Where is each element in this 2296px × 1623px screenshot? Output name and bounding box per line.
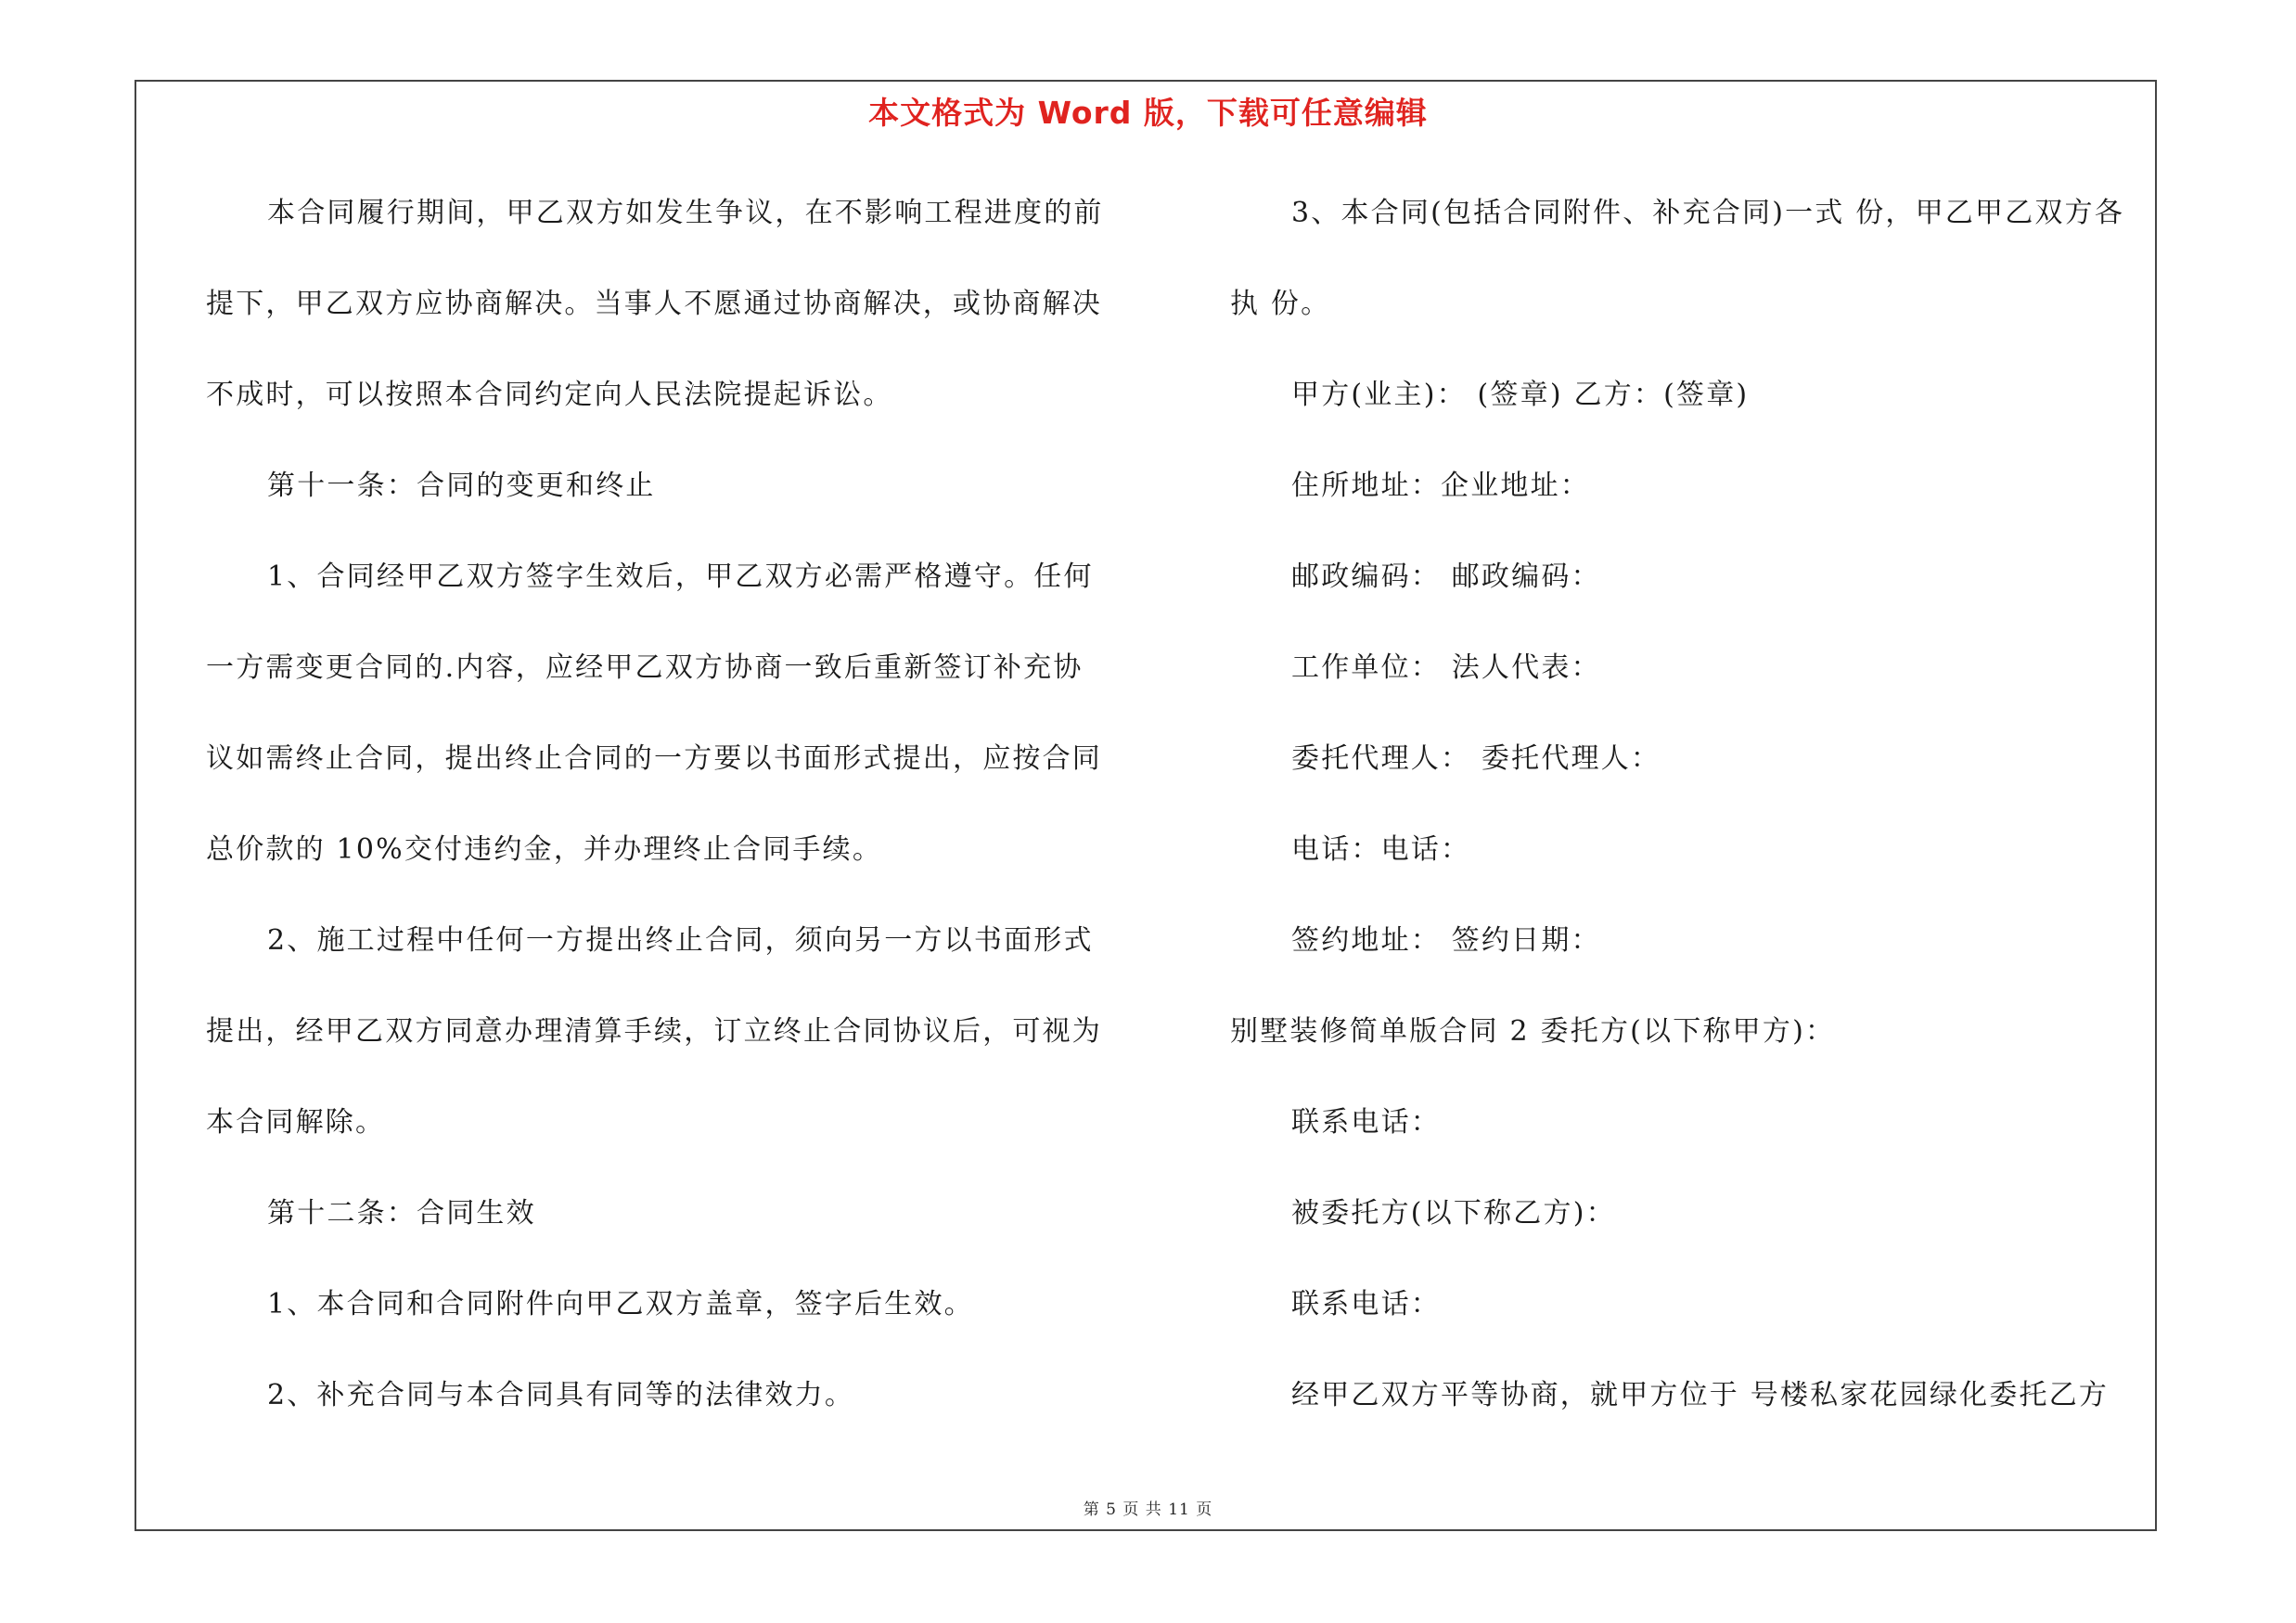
left-line-2: 提下，甲乙双方应协商解决。当事人不愿通过协商解决，或协商解决: [206, 288, 1102, 320]
signature-party-line: 甲方(业主)： (签章) 乙方：(签章): [1291, 379, 1750, 411]
address-line: 住所地址：企业地址：: [1291, 470, 1590, 502]
employer-line: 工作单位： 法人代表：: [1291, 651, 1601, 684]
left-heading-article-11: 第十一条：合同的变更和终止: [267, 470, 656, 502]
page-number-footer: 第 5 页 共 11 页: [1083, 1501, 1213, 1519]
contract-2-title-line: 别墅装修简单版合同 2 委托方(以下称甲方)：: [1230, 1015, 1836, 1048]
contact-phone-line-1: 联系电话：: [1291, 1106, 1441, 1139]
entrusted-party-line: 被委托方(以下称乙方)：: [1291, 1197, 1616, 1230]
phone-line: 电话：电话：: [1291, 833, 1471, 866]
left-heading-article-12: 第十二条：合同生效: [267, 1197, 536, 1230]
left-line-10: 提出，经甲乙双方同意办理清算手续，订立终止合同协议后，可视为: [206, 1015, 1102, 1048]
left-line-9: 2、施工过程中任何一方提出终止合同，须向另一方以书面形式: [267, 924, 1094, 957]
right-line-2: 执 份。: [1230, 288, 1331, 320]
right-line-1: 3、本合同(包括合同附件、补充合同)一式 份，甲乙甲乙双方各: [1291, 197, 2125, 229]
postcode-line: 邮政编码： 邮政编码：: [1291, 560, 1601, 593]
left-line-8: 总价款的 10%交付违约金，并办理终止合同手续。: [206, 833, 883, 866]
left-line-1: 本合同履行期间，甲乙双方如发生争议，在不影响工程进度的前: [267, 197, 1104, 229]
left-line-6: 一方需变更合同的.内容，应经甲乙双方协商一致后重新签订补充协: [206, 651, 1084, 684]
signing-place-date-line: 签约地址： 签约日期：: [1291, 924, 1601, 957]
left-line-7: 议如需终止合同，提出终止合同的一方要以书面形式提出，应按合同: [206, 742, 1102, 775]
right-line-14: 经甲乙双方平等协商，就甲方位于 号楼私家花园绿化委托乙方: [1291, 1379, 2110, 1411]
format-banner: 本文格式为 Word 版，下载可任意编辑: [868, 95, 1428, 131]
left-line-13: 1、本合同和合同附件向甲乙双方盖章，签字后生效。: [267, 1288, 974, 1320]
left-line-14: 2、补充合同与本合同具有同等的法律效力。: [267, 1379, 855, 1411]
left-line-3: 不成时，可以按照本合同约定向人民法院提起诉讼。: [206, 379, 893, 411]
left-line-5: 1、合同经甲乙双方签字生效后，甲乙双方必需严格遵守。任何: [267, 560, 1094, 593]
agent-line: 委托代理人： 委托代理人：: [1291, 742, 1661, 775]
contact-phone-line-2: 联系电话：: [1291, 1288, 1441, 1320]
left-line-11: 本合同解除。: [206, 1106, 386, 1139]
